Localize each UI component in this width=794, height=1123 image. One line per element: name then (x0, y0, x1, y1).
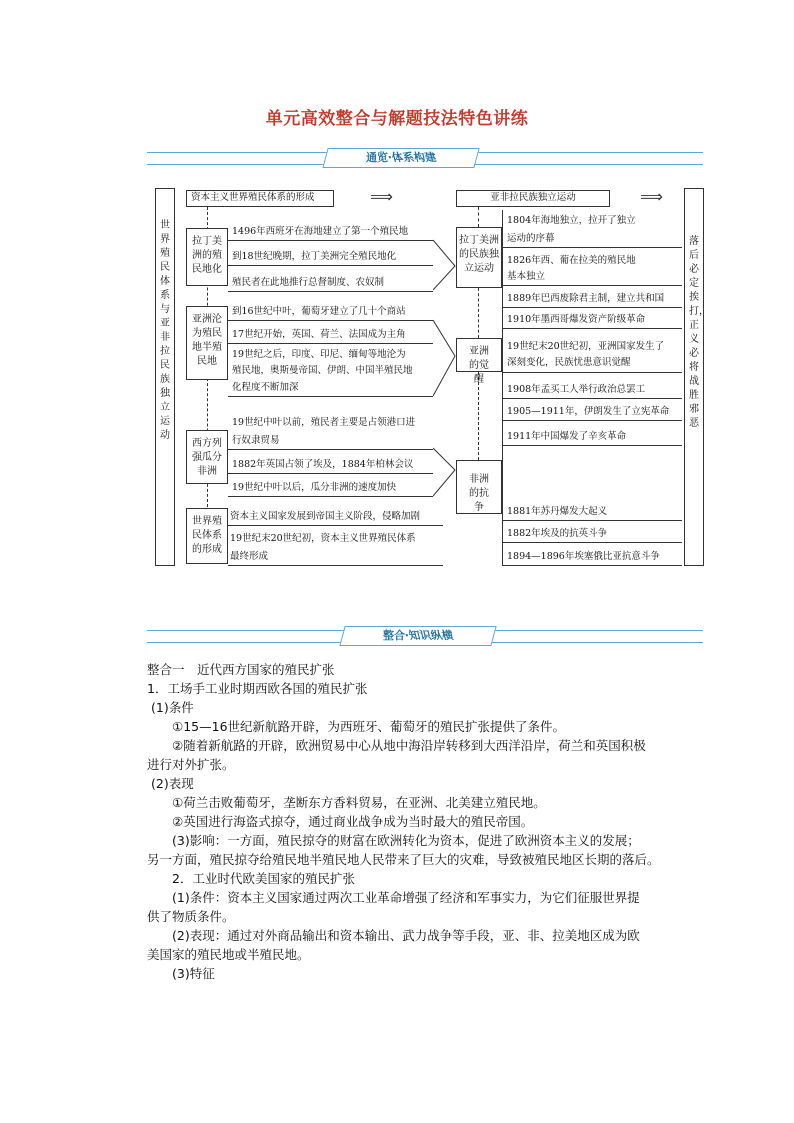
connector-arrow (433, 318, 457, 398)
underline (228, 343, 433, 344)
list-item: 1882年埃及的抗英斗争 (507, 528, 608, 539)
header-colonial-system: 资本主义世界殖民体系的形成 (186, 190, 334, 207)
group-label-text: 西方列强瓜分非洲 (192, 438, 222, 477)
list-item: 1496年西班牙在海地建立了第一个殖民地 (232, 226, 409, 237)
underline (502, 328, 682, 329)
underline (228, 565, 443, 566)
group-label-latin-independence (456, 227, 502, 288)
underline (502, 542, 682, 543)
list-item: 1826年西、葡在拉美的殖民地 (507, 255, 636, 266)
list-item: 19世纪中叶以后，瓜分非洲的速度加快 (232, 482, 397, 493)
list-item: 1889年巴西废除君主制，建立共和国 (507, 293, 665, 304)
underline (228, 525, 443, 526)
paragraph: (3)特征 (172, 966, 215, 981)
group-label-text: 世界殖民体系的形成 (192, 516, 222, 555)
list-item: 到18世纪晚期，拉丁美洲完全殖民地化 (232, 251, 397, 262)
section-header-overview (147, 148, 703, 168)
paragraph: ①15—16世纪新航路开辟，为西班牙、葡萄牙的殖民扩张提供了条件。 (172, 719, 566, 734)
group-label-text: 拉丁美洲的殖民地化 (192, 236, 222, 275)
group-label-colonial-formation (186, 508, 228, 564)
list-item: 深刻变化，民族忧患意识觉醒 (507, 357, 631, 368)
arrow-right-icon: ⟹ (640, 187, 663, 206)
subheading: 2．工业时代欧美国家的殖民扩张 (172, 871, 355, 886)
paragraph: ②随着新航路的开辟，欧洲贸易中心从地中海沿岸转移到大西洋沿岸，荷兰和英国积极 (172, 738, 646, 753)
paragraph: (1)条件：资本主义国家通过两次工业革命增强了经济和军事实力，为它们征服世界提 (172, 890, 640, 905)
list-item: 1881年苏丹爆发大起义 (507, 506, 608, 517)
paragraph: 另一方面，殖民掠夺给殖民地半殖民地人民带来了巨大的灾难，导致被殖民地区长期的落后。 (147, 852, 660, 867)
underline (228, 320, 433, 321)
list-item: 资本主义国家发展到帝国主义阶段，侵略加剧 (230, 511, 421, 522)
list-item: 殖民地，奥斯曼帝国、伊朗、中国半殖民地 (232, 365, 413, 376)
underline (502, 247, 682, 248)
group-label-text: 亚洲的觉醒 (469, 346, 489, 385)
body-text (147, 660, 707, 983)
underline (502, 372, 682, 373)
dashed-connector (478, 207, 479, 227)
underline (502, 445, 682, 446)
bracket-line (502, 210, 503, 566)
list-item: 19世纪末20世纪初，亚洲国家发生了 (507, 341, 665, 352)
list-item: 最终形成 (230, 551, 269, 562)
list-item: 化程度不断加深 (232, 382, 299, 393)
paragraph: (2)表现 (151, 776, 194, 791)
group-label-africa (186, 430, 228, 484)
paragraph: 供了物质条件。 (147, 909, 235, 924)
underline (228, 291, 433, 292)
left-vertical-text: 世界殖民体系与亚非拉民族独立运动 (160, 220, 170, 441)
underline (228, 396, 433, 397)
dashed-connector (478, 288, 479, 338)
underline (228, 449, 433, 450)
right-vertical-text: 落后必定挨打，正义必将战胜邪恶 (689, 236, 709, 429)
section-tag (339, 626, 496, 646)
section-header-integration (147, 626, 703, 646)
underline (228, 265, 433, 266)
section-sub: ·知识纵横 (403, 629, 455, 642)
list-item: 运动的序幕 (507, 233, 555, 244)
header-independence: 亚非拉民族独立运动 (456, 190, 610, 207)
subheading: 1．工场手工业时期西欧各国的殖民扩张 (147, 681, 368, 696)
left-vertical-box (155, 188, 175, 566)
heading: 整合一 近代西方国家的殖民扩张 (147, 662, 335, 677)
paragraph: (3)影响：一方面，殖民掠夺的财富在欧洲转化为资本，促进了欧洲资本主义的发展； (172, 833, 640, 848)
list-item: 19世纪末20世纪初，资本主义世界殖民体系 (230, 533, 416, 544)
connector-arrow (433, 238, 457, 294)
list-item: 殖民者在此地推行总督制度、农奴制 (232, 277, 385, 288)
underline (502, 565, 682, 566)
group-label-text: 亚洲沦为殖民地半殖民地 (192, 314, 222, 367)
underline (228, 473, 433, 474)
underline (502, 420, 682, 421)
group-label-asia-awakening (456, 338, 502, 385)
connector-arrow (433, 446, 457, 498)
list-item: 1905—1911年，伊朗发生了立宪革命 (507, 406, 670, 417)
arrow-right-icon: ⟹ (370, 187, 393, 206)
list-item: 1894—1896年埃塞俄比亚抗意斗争 (507, 551, 660, 562)
group-label-text: 拉丁美洲的民族独立运动 (459, 235, 499, 274)
list-item: 1882年英国占领了埃及，1884年柏林会议 (232, 459, 414, 470)
group-label-text: 非洲的抗争 (469, 474, 489, 513)
list-item: 1804年海地独立，拉开了独立 (507, 215, 636, 226)
paragraph: (2)表现：通过对外商品输出和资本输出、武力战争等手段，亚、非、拉美地区成为欧 (172, 928, 640, 943)
group-label-africa-struggle (456, 460, 502, 514)
paragraph: 美国家的殖民地或半殖民地。 (147, 947, 310, 962)
group-label-asia (186, 306, 228, 380)
group-label-latin-america (186, 228, 228, 286)
list-item: 1911年中国爆发了辛亥革命 (507, 431, 627, 442)
paragraph: ①荷兰击败葡萄牙，垄断东方香料贸易，在亚洲、北美建立殖民地。 (172, 795, 546, 810)
list-item: 1908年孟买工人举行政治总罢工 (507, 384, 646, 395)
section-main: 整合 (382, 629, 405, 642)
list-item: 行奴隶贸易 (232, 435, 280, 446)
underline (502, 520, 682, 521)
underline (228, 496, 433, 497)
list-item: 17世纪开始，英国、荷兰、法国成为主角 (232, 329, 406, 340)
list-item: 到16世纪中叶，葡萄牙建立了几十个商站 (232, 306, 406, 317)
list-item: 基本独立 (507, 271, 546, 282)
underline (228, 240, 433, 241)
list-item: 19世纪之后，印度、印尼、缅甸等地沦为 (232, 349, 406, 360)
section-tag (322, 148, 479, 168)
section-main: 通览 (365, 151, 388, 164)
list-item: 1910年墨西哥爆发资产阶级革命 (507, 314, 646, 325)
underline (502, 285, 682, 286)
section-sub: ·体系构建 (386, 151, 438, 164)
paragraph: ②英国进行海盗式掠夺，通过商业战争成为当时最大的殖民帝国。 (172, 814, 534, 829)
list-item: 19世纪中叶以前，殖民者主要是占领港口进 (232, 417, 416, 428)
page-title: 单元高效整合与解题技法特色讲练 (265, 109, 529, 129)
paragraph: 进行对外扩张。 (147, 757, 235, 772)
paragraph: (1)条件 (151, 700, 194, 715)
right-vertical-box (684, 188, 709, 566)
underline (502, 398, 682, 399)
underline (502, 307, 682, 308)
